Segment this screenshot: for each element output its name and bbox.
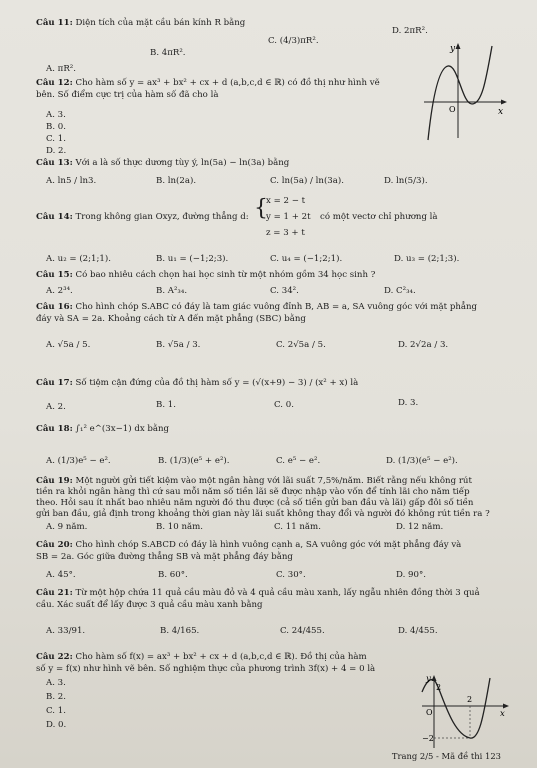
q12-stem: Câu 12: Cho hàm số y = ax³ + bx² + cx + d (a,b,c,d ∈ ℝ) có đồ thị như hình vẽ	[36, 78, 380, 88]
q22-stem: Câu 22: Cho hàm số f(x) = ax³ + bx² + cx + d (a,b,c,d ∈ ℝ). Đồ thị của hàm	[36, 652, 367, 662]
q19-stem: Câu 19: Một người gửi tiết kiệm vào một ngân hàng với lãi suất 7,5%/năm. Biết rằng nếu không rút	[36, 476, 472, 486]
q14-option-b: B. u₁ = (−1;2;3).	[156, 254, 229, 264]
q12-option-b: B. 0.	[46, 122, 66, 132]
q20-stem: Câu 20: Cho hình chóp S.ABCD có đáy là hình vuông cạnh a, SA vuông góc với mặt phẳng đáy và	[36, 540, 462, 550]
q16-stem-line2: đáy và SA = 2a. Khoảng cách từ A đến mặt phẳng (SBC) bằng	[36, 314, 306, 324]
q17-stem: Câu 17: Số tiệm cận đứng của đồ thị hàm số y = (√(x+9) − 3) / (x² + x) là	[36, 378, 359, 388]
q19-option-d: D. 12 năm.	[396, 522, 444, 532]
q21-option-d: D. 4/455.	[398, 626, 438, 636]
q18-option-b: B. (1/3)(e⁵ + e²).	[158, 456, 230, 466]
q18-option-c: C. e⁵ − e².	[276, 456, 321, 466]
q20-option-d: D. 90°.	[396, 570, 427, 580]
q11-stem: Câu 11: Diện tích của mặt cầu bán kính R bằng	[36, 18, 246, 28]
q16-stem: Câu 16: Cho hình chóp S.ABC có đáy là tam giác vuông đỉnh B, AB = a, SA vuông góc với mặt phẳng	[36, 302, 478, 312]
q11-option-d: D. 2πR².	[392, 26, 428, 36]
q22-graph-origin: O	[426, 708, 433, 717]
q20-option-c: C. 30°.	[276, 570, 306, 580]
q19-option-c: C. 11 năm.	[274, 522, 321, 532]
q14-brace: {	[254, 196, 268, 221]
q12-graph	[422, 40, 508, 142]
q21-stem-line2: cầu. Xác suất để lấy được 3 quả cầu màu xanh bằng	[36, 600, 263, 610]
q15-option-a: A. 2³⁴.	[46, 286, 73, 296]
q19-stem-line4: gửi ban đầu, giả định trong khoảng thời gian này lãi suất không thay đổi và người đó không rút tiền ra ?	[36, 509, 490, 519]
q14-eq-x: x = 2 − t	[266, 196, 306, 206]
q15-option-c: C. 34².	[270, 286, 299, 296]
q14-option-d: D. u₃ = (2;1;3).	[394, 254, 460, 264]
q13-option-a: A. ln5 / ln3.	[46, 176, 97, 186]
q15-stem: Câu 15: Có bao nhiêu cách chọn hai học sinh từ một nhóm gồm 34 học sinh ?	[36, 270, 376, 280]
q12-graph-origin: O	[449, 105, 456, 114]
q18-option-d: D. (1/3)(e⁵ − e²).	[386, 456, 458, 466]
q19-stem-line2: tiền ra khỏi ngân hàng thì cứ sau mỗi năm số tiền lãi sẽ được nhập vào vốn để tính lãi cho năm tiếp	[36, 487, 470, 497]
q12-graph-x-label: x	[498, 107, 504, 117]
q14-eq-y: y = 1 + 2t	[266, 212, 311, 222]
q19-stem-line3: theo. Hỏi sau ít nhất bao nhiêu năm người đó thu được (cả số tiền gửi ban đầu và lãi) gấp đôi số tiền	[36, 498, 474, 508]
page-footer: Trang 2/5 - Mã đề thi 123	[391, 751, 501, 762]
q18-option-a: A. (1/3)e⁵ − e².	[46, 456, 111, 466]
q12-option-c: C. 1.	[46, 134, 66, 144]
q14-option-a: A. u₂ = (2;1;1).	[46, 254, 111, 264]
q14-option-c: C. u₄ = (−1;2;1).	[270, 254, 343, 264]
q22-option-d: D. 0.	[46, 720, 67, 730]
q13-option-d: D. ln(5/3).	[384, 176, 428, 186]
q16-option-b: B. √5a / 3.	[156, 340, 201, 350]
q14-stem: Câu 14: Trong không gian Oxyz, đường thẳng d:	[36, 212, 249, 222]
q11-option-a: A. πR².	[46, 64, 76, 74]
q11-option-b: B. 4πR².	[150, 48, 186, 58]
q19-option-a: A. 9 năm.	[46, 522, 88, 532]
q22-option-b: B. 2.	[46, 692, 66, 702]
q21-option-a: A. 33/91.	[46, 626, 86, 636]
q12-graph-y-label: y	[450, 44, 456, 54]
q13-option-b: B. ln(2a).	[156, 176, 197, 186]
q11-option-c: C. (4/3)πR².	[268, 36, 319, 46]
q13-stem: Câu 13: Với a là số thực dương tùy ý, ln(5a) − ln(3a) bằng	[36, 158, 290, 168]
q17-option-b: B. 1.	[156, 400, 176, 410]
q22-graph-tick-y2: 2	[436, 683, 442, 692]
q16-option-d: D. 2√2a / 3.	[398, 340, 449, 350]
q22-graph-x-label: x	[500, 709, 505, 719]
q18-stem: Câu 18: ∫₁² e^(3x−1) dx bằng	[36, 424, 170, 434]
q21-stem: Câu 21: Từ một hộp chứa 11 quả cầu màu đỏ và 4 quả cầu màu xanh, lấy ngẫu nhiên đồng thời 3 quả	[36, 588, 480, 598]
q19-option-b: B. 10 năm.	[156, 522, 203, 532]
q14-eq-z: z = 3 + t	[266, 228, 305, 238]
q21-option-b: B. 4/165.	[160, 626, 200, 636]
q22-stem-line2: số y = f(x) như hình vẽ bên. Số nghiệm thực của phương trình 3f(x) + 4 = 0 là	[36, 664, 376, 674]
q22-option-a: A. 3.	[46, 678, 66, 688]
q20-option-a: A. 45°.	[46, 570, 76, 580]
q17-option-a: A. 2.	[46, 402, 66, 412]
q22-option-c: C. 1.	[46, 706, 66, 716]
q12-option-a: A. 3.	[46, 110, 66, 120]
q15-option-d: D. C²₃₄.	[384, 286, 416, 296]
q17-option-c: C. 0.	[274, 400, 294, 410]
q20-stem-line2: SB = 2a. Góc giữa đường thẳng SB và mặt phẳng đáy bằng	[36, 552, 293, 562]
q16-option-a: A. √5a / 5.	[46, 340, 91, 350]
q16-option-c: C. 2√5a / 5.	[276, 340, 326, 350]
q13-option-c: C. ln(5a) / ln(3a).	[270, 176, 344, 186]
q22-graph-tick-yneg2: −2	[422, 734, 434, 743]
q12-option-d: D. 2.	[46, 146, 67, 156]
q22-graph	[420, 672, 510, 750]
q15-option-b: B. A²₃₄.	[156, 286, 188, 296]
q22-graph-tick-x2: 2	[467, 695, 473, 704]
q20-option-b: B. 60°.	[158, 570, 188, 580]
q12-stem-line2: bên. Số điểm cực trị của hàm số đã cho là	[36, 90, 219, 100]
q21-option-c: C. 24/455.	[280, 626, 325, 636]
q17-option-d: D. 3.	[398, 398, 419, 408]
q22-graph-y-label: y	[426, 674, 431, 684]
q14-stem-line2: có một vectơ chỉ phương là	[320, 212, 438, 222]
